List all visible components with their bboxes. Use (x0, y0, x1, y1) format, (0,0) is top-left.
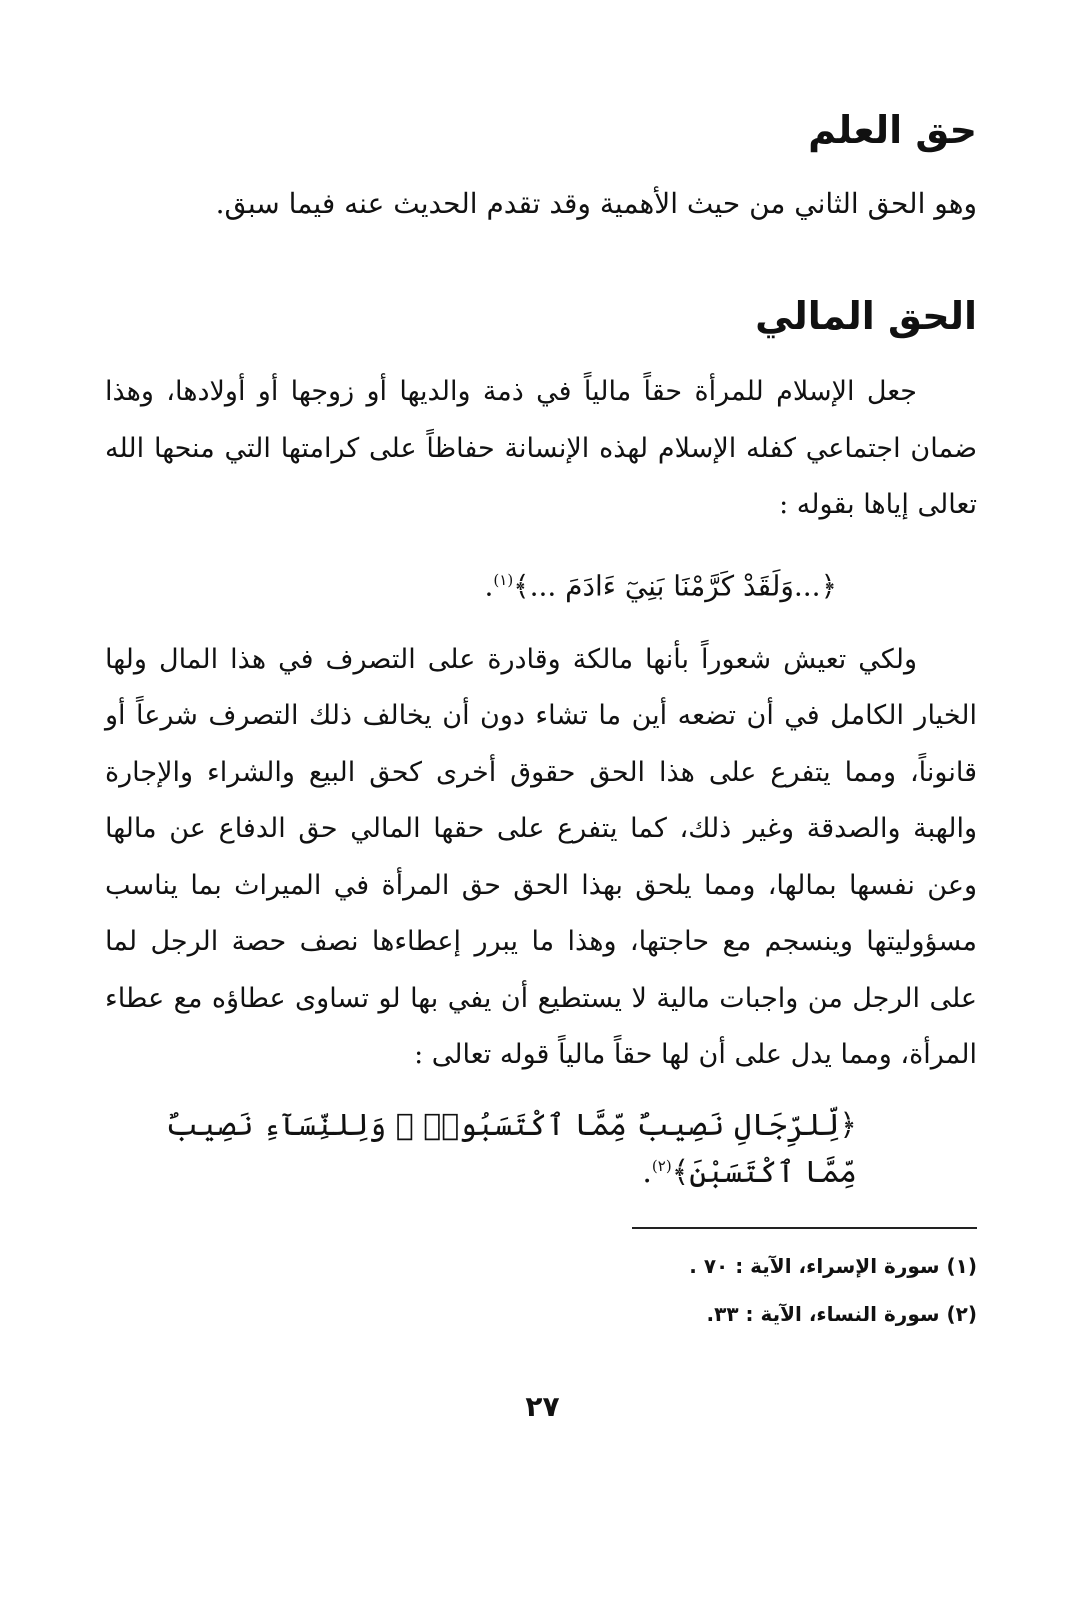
knowledge-paragraph: وهو الحق الثاني من حيث الأهمية وقد تقدم الحديث عنه فيما سبق. (215, 187, 977, 220)
quran-verse-2 (105, 1106, 977, 1193)
section-heading-knowledge: حق العلم (808, 108, 977, 152)
footnote-divider (632, 1227, 977, 1229)
footnote-ref-1: (١) (493, 570, 514, 589)
page-number: ٢٧ (525, 1390, 560, 1423)
footnote-ref-2: (٢) (651, 1156, 672, 1175)
verse-open-bracket: ﴿ (839, 1107, 857, 1143)
footnote-1: (١) سورة الإسراء، الآية : ٧٠ . (689, 1253, 977, 1278)
financial-paragraph-1: جعل الإسلام للمرأة حقاً مالياً في ذمة والديها أو زوجها أو أولادها، وهذا ضمان اجتماعي كفله الإسلام لهذه الإنسانة حفاظاً على كرامتها التي منحها الله تعالى إياها بقوله : (105, 376, 977, 520)
verse-open-bracket: ﴿ (820, 568, 837, 602)
footnote-2: (٢) سورة النساء، الآية : ٣٣. (706, 1301, 977, 1326)
verse-text: لِّلرِّجَالِ نَصِيبٌ مِّمَّا ٱكْتَسَبُوا۟ ۖ وَلِلنِّسَآءِ نَصِيبٌ مِّمَّا ٱكْتَسَبْنَ (165, 1107, 857, 1190)
financial-paragraph-2: ولكي تعيش شعوراً بأنها مالكة وقادرة على التصرف في هذا المال ولها الخيار الكامل في أن تضعه أين ما تشاء دون أن يخالف ذلك التصرف شرعاً أو قانوناً، ومما يتفرع على هذا الحق حقوق أخرى كحق البيع والشراء والإجارة والهبة والصدقة وغير ذلك، كما يتفرع على حقها المالي حق الدفاع عن مالها وعن نفسها بمالها، ومما يلحق بهذا الحق حق المرأة في الميراث بما يناسب مسؤوليتها وينسجم مع حاجتها، وهذا ما يبرر إعطاءها نصف حصة الرجل لما على الرجل من واجبات مالية لا يستطيع أن يفي بها لو تساوى عطاؤه مع عطاء المرأة، ومما يدل على أن لها حقاً مالياً قوله تعالى : (105, 643, 977, 1071)
verse-end: . (484, 568, 494, 602)
verse-close-bracket: ﴾ (671, 1154, 690, 1190)
section-heading-financial: الحق المالي (755, 294, 977, 338)
verse-end: . (642, 1154, 652, 1190)
verse-text: ...وَلَقَدْ كَرَّمْنَا بَنِيٓ ءَادَمَ ... (529, 568, 821, 602)
verse-close-bracket: ﴾ (513, 568, 530, 602)
quran-verse-1 (105, 560, 977, 606)
